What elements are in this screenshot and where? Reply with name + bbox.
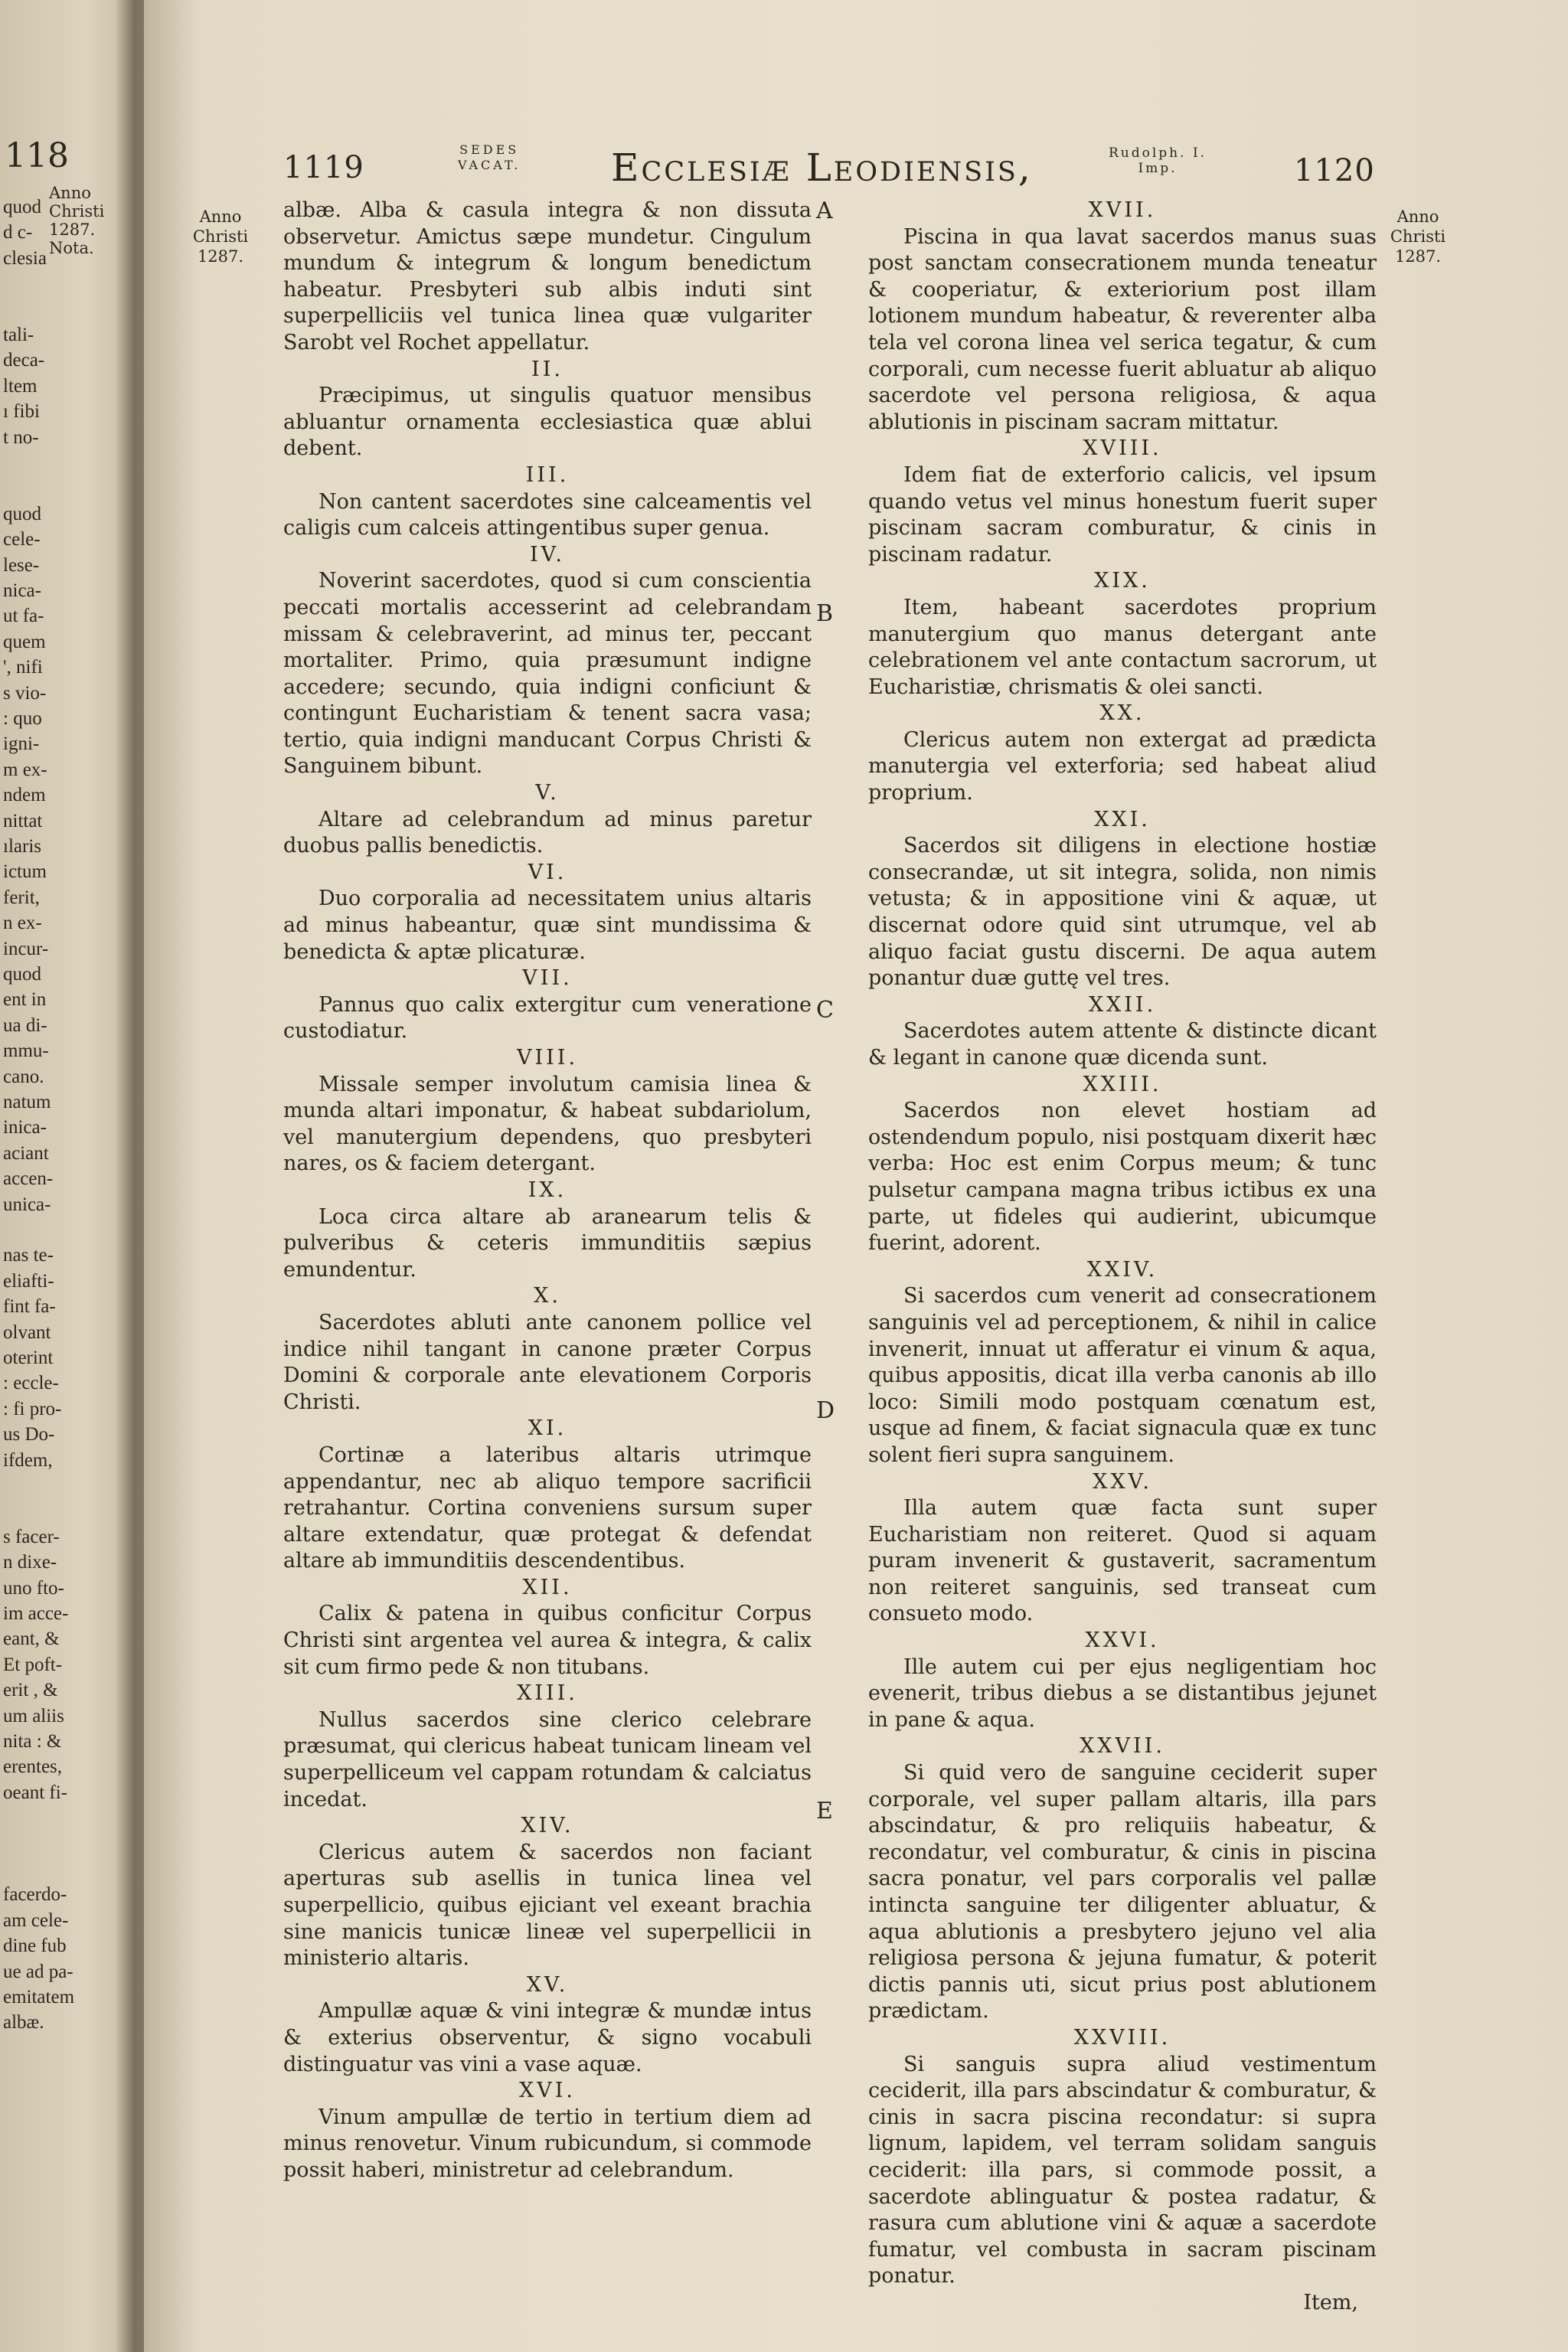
rudolph-line: Rudolph. I. [1109,145,1207,161]
margin-letter: C [816,997,834,1024]
section-number: V. [535,781,560,805]
left-page-fragment: ut fa- [3,606,44,627]
left-page-fragment: aciant [3,1142,49,1164]
left-page-fragment: albæ. [3,2012,44,2034]
left-page-fragment: cano. [3,1066,44,1087]
text-column-right [868,198,1377,2317]
canon-paragraph: albæ. Alba & casula integra & non dissuta observetur. Amictus sæpe mundetur. Cingulum mundum & integrum & longum benedictum habeatur. Presbyteri sub albis induti sint superpelliciis vel tunica linea quæ vulgariter Sarobt vel Rochet appellatur. [283,198,812,354]
canon-paragraph: Sacerdos non elevet hostiam ad ostendendum populo, nisi postquam dixerit hæc verba: Hoc est enim Corpus meum; & tunc pulsetur campana magna tribus ictibus ex una parte, ut fideles qui audierint, ubicumque fuerint, adorent. [868,1099,1377,1256]
page-number-left: 1119 [283,150,364,185]
running-head-emperor [1109,145,1207,176]
margin-christi: Christi [1390,227,1446,246]
section-number: IX. [528,1178,567,1202]
margin-letter: A [816,198,833,224]
section-number: VII. [522,966,573,991]
left-page-fragment: fint fa- [3,1296,56,1318]
left-page-fragment: ferit, [3,887,40,908]
left-page-fragment: : fi pro- [3,1398,62,1419]
canon-paragraph: Vinum ampullæ de tertio in tertium diem ad minus renovetur. Vinum rubicundum, si commode possit haberi, ministretur ad celebrandum. [283,2105,812,2182]
canon-paragraph: Clericus autem non extergat ad prædicta manutergia vel exterforia; sed habeat aliud proprium. [868,727,1377,805]
left-page-fragment: us Do- [3,1424,55,1446]
section-number: VI. [528,860,567,884]
section-number: II. [531,357,564,381]
canon-paragraph: Clericus autem & sacerdos non faciant aperturas sub asellis in tunica linea vel superpellicio, quibus ejiciant vel exeant brachia sine manicis tunicæ lineæ vel superpellicii in ministerio altaris. [283,1840,812,1971]
left-page-fragment: ', nifi [3,657,43,678]
canon-paragraph: Pannus quo calix extergitur cum veneratione custodiatur. [283,992,812,1044]
margin-anno: Anno [199,207,242,226]
canon-paragraph: Ille autem cui per ejus negligentiam hoc evenerit, tribus diebus a se distantibus jejunet in pane & aqua. [868,1655,1377,1732]
left-page-fragment: am cele- [3,1909,69,1931]
canon-paragraph: Altare ad celebrandum ad minus paretur duobus pallis benedictis. [283,807,812,858]
left-page-fragment: s facer- [3,1526,60,1547]
left-page-fragment: ent in [3,989,47,1011]
left-page-fragment: nittat [3,810,43,831]
section-number: XV. [526,1972,569,1997]
left-page-fragment: ue ad pa- [3,1961,74,1982]
section-number: XIX. [1094,569,1151,593]
left-page-fragment: nita : & [3,1731,62,1752]
left-page-fragment: quod [3,197,41,217]
section-number: VIII. [516,1046,579,1070]
left-page-fragment: ndem [3,785,46,806]
margin-letter: E [816,1798,833,1824]
section-number: XII. [522,1575,573,1599]
left-page-fragment: inica- [3,1117,47,1138]
section-number: III. [525,462,570,487]
section-number: XVIII. [1083,436,1162,461]
canon-paragraph: Duo corporalia ad necessitatem unius altaris ad minus habeantur, quæ sint mundissima & benedicta & aptæ plicaturæ. [283,887,812,964]
left-page-fragment: facerdo- [3,1884,67,1906]
left-page-fragment: oeant fi- [3,1782,67,1803]
canon-paragraph: Idem fiat de exterforio calicis, vel ipsum quando vetus vel minus honestum fuerit super piscinam sacram comburatur, & cinis in piscinam radatur. [868,462,1377,567]
margin-letter: D [816,1397,835,1424]
left-page-fragment: nica- [3,580,41,601]
vacat-line: VACAT. [458,158,521,172]
left-page-fragment: tali- [3,325,34,345]
margin-year: 1287. [197,247,244,266]
canon-paragraph: Sacerdos sit diligens in electione hostiæ consecrandæ, ut sit integra, solida, non nimis vetusta; & in appositione vini & aquæ, ut discernat odore quid sint utrumque, vel ab aliquo faciat gustu discerni. De aqua autem ponantur duæ guttę vel tres. [868,834,1377,991]
section-number: XXII. [1088,992,1157,1017]
left-page-fragment: cele- [3,529,41,550]
margin-note-right [1380,207,1456,266]
section-number: XIII. [517,1681,578,1706]
left-page-fragment: quod [3,503,41,524]
canon-paragraph: Ampullæ aquæ & vini integræ & mundæ intus & exterius observentur, & signo vocabuli distinguatur vas vini a vase aquæ. [283,1999,812,2076]
left-page-fragment: ılaris [3,836,41,857]
canon-paragraph: Noverint sacerdotes, quod si cum conscientia peccati mortalis accesserint ad celebrandam missam & celebraverint, ad minus ter, peccant mortaliter. Primo, quia præsumunt indigne accedere; secundo, quia indigni conficiunt & contingunt Eucharistiam & tenent sacra vasa; tertio, quia indigni manducant Corpus Christi & Sanguinem bibunt. [283,569,812,779]
canon-paragraph: Calix & patena in quibus conficitur Corpus Christi sint argentea vel aurea & integra, & calix sit cum firmo pede & non titubans. [283,1602,812,1679]
left-page-fragment: clesia [3,247,47,269]
sedes-line: SEDES [459,142,520,157]
left-page-fragment: Et poft- [3,1654,63,1675]
canon-paragraph: Item, habeant sacerdotes proprium manutergium quo manus detergant ante celebrationem vel ante contactum sacrorum, ut Eucharistiæ, chrismatis & olei sancti. [868,595,1377,699]
left-page-fragment: m ex- [3,759,47,780]
canon-paragraph: Sacerdotes autem attente & distincte dicant & legant in canone quæ dicenda sunt. [868,1019,1377,1070]
section-number: X. [534,1284,561,1308]
left-page-fragment: s vio- [3,682,47,704]
left-page-fragment: ı fibi [3,401,40,423]
section-number: XXVIII. [1073,2025,1171,2050]
left-page-fragment: t no- [3,426,39,448]
section-number: XXIV. [1086,1257,1158,1282]
imp-line: Imp. [1138,161,1178,176]
left-page-fragment: ua di- [3,1014,47,1036]
section-number: XVII. [1088,198,1157,222]
left-page-fragment: ifdem, [3,1449,53,1471]
section-number: XI. [528,1416,567,1441]
page-number-right: 1120 [1294,153,1375,188]
left-page-fragment: n dixe- [3,1552,57,1573]
canon-paragraph: Si quid vero de sanguine ceciderit super corporale, vel super pallam altaris, illa pars abscindatur, & pro reliquiis habeatur, & recondatur, vel comburatur, & cinis in piscina sacra ponatur, vel pars corporalis vel pallæ intincta sanguine ter diligenter abluatur, & aqua ablutionis a presbytero jejuno vel alia religiosa persona & jejuna fumatur, & poterit dictis pannis uti, sicut prius post ablutionem prædictam. [868,1761,1377,2024]
left-page-fragment: lese- [3,554,40,576]
left-page-fragment: ltem [3,375,38,397]
canon-paragraph: Illa autem quæ facta sunt super Eucharistiam non reiteret. Quod si aquam puram invenerit & gustaverit, sacramentum non reiteret sanguinis, sed transeat cum consueto modo. [868,1496,1377,1626]
margin-letter: B [816,600,834,627]
left-page-fragment: ictum [3,861,47,883]
left-page-fragment: im acce- [3,1603,69,1624]
margin-note-left [182,207,259,266]
left-page-fragment: uno fto- [3,1577,64,1599]
canon-paragraph: Missale semper involutum camisia linea & munda altari imponatur, & habeat subdariolum, vel manutergium dependens, quo presbyteri nares, os & faciem detergant. [283,1072,812,1176]
canon-paragraph: Sacerdotes abluti ante canonem pollice vel indice nihil tangant in canone præter Corpus Domini & corporale ante elevationem Corporis Christi. [283,1310,812,1414]
section-number: XXVII. [1080,1734,1165,1759]
margin-christi: Christi [192,227,249,246]
left-page-fragment: olvant [3,1321,51,1343]
left-page-fragment: igni- [3,733,40,755]
canon-paragraph: Si sacerdos cum venerit ad consecrationem sanguinis vel ad perceptionem, & nihil in calice invenerit, innuat ut afferatur ei vinum & aqua, quibus appositis, dicat illa verba canonis ab illo loco: Simili modo postquam cœnatum est, usque ad finem, & faciat signacula quæ ex tunc solent fieri supra sanguinem. [868,1284,1377,1467]
section-number: XVI. [519,2079,576,2103]
margin-year: 1287. [1394,247,1442,266]
running-head-sedes-vacat [458,142,521,173]
canon-paragraph: Loca circa altare ab aranearum telis & pulveribus & ceteris immunditiis sæpius emundentur. [283,1204,812,1282]
text-column-left [283,198,812,2184]
left-page-fragment: deca- [3,350,45,371]
left-page-number: 118 [5,136,69,175]
left-page-fragment: oterint [3,1348,54,1368]
margin-anno: Anno [1396,207,1439,226]
left-page-fragment: mmu- [3,1040,49,1062]
left-page-fragment: : eccle- [3,1373,59,1394]
canon-paragraph: Non cantent sacerdotes sine calceamentis vel caligis cum calceis attingentibus super genua. [283,489,812,541]
left-page-fragment: quem [3,631,46,652]
canon-paragraph: Piscina in qua lavat sacerdos manus suas post sanctam consecrationem munda teneatur & cooperiatur, & exteriorium post illam lotionem mundum habeatur, & reverenter alba tela vel corona linea vel serica tegatur, & cum corporali, cum necesse fuerit abluatur ab aliquo sacerdote vel persona religiosa, & aqua ablutionis in piscinam sacram mittatur. [868,224,1377,434]
catchword: Item, [1303,2290,1358,2314]
left-page-fragment: natum [3,1092,51,1112]
section-number: XX. [1099,701,1145,726]
left-page-fragment: emitatem [3,1987,75,2007]
left-page-margin-note: Anno Christi 1287. Nota. [49,184,105,257]
left-page-fragment: eliafti- [3,1270,54,1292]
left-page-fragment: accen- [3,1168,54,1190]
left-page-fragment: : quo [3,708,42,729]
left-page-fragment: quod [3,964,41,985]
section-number: XXV. [1093,1469,1152,1494]
left-page-fragment: um aliis [3,1705,64,1726]
section-number: XXVI. [1085,1628,1160,1653]
left-page-fragment: dine fub [3,1936,67,1957]
canon-paragraph: Cortinæ a lateribus altaris utrimque appendantur, nec ab aliquo tempore sacrificii retrahantur. Cortina conveniens sursum super altare extendatur, quæ protegat & defendat altare ab immunditiis descendentibus. [283,1442,812,1573]
left-page-fragment: erentes, [3,1756,63,1778]
left-page-fragment: nas te- [3,1245,54,1266]
left-page-fragment: erit , & [3,1680,58,1701]
left-page-fragment: n ex- [3,913,42,934]
canon-paragraph: Si sanguis supra aliud vestimentum ceciderit, illa pars abscindatur & comburatur, & cinis in sacra piscina recondatur: si supra lignum, lapidem, vel terram solidam sanguis ceciderit: illa pars, si commode possit, a sacerdote ablinguatur & postea radatur, & rasura cum ablutione vini & aquæ a sacerdote fumatur, vel combusta in sacram piscinam ponatur. [868,2052,1377,2288]
left-page-fragment: eant, & [3,1628,60,1650]
section-number: XXIII. [1083,1072,1162,1096]
section-number: XXI. [1094,807,1151,831]
left-page-fragment: unica- [3,1194,51,1215]
canon-paragraph: Præcipimus, ut singulis quatuor mensibus abluantur ornamenta ecclesiastica quæ ablui debent. [283,384,812,461]
left-page-fragment: incur- [3,938,49,959]
section-number: XIV. [521,1814,574,1838]
left-page-fragment: d c- [3,222,33,243]
canon-paragraph: Nullus sacerdos sine clerico celebrare præsumat, qui clericus habeat tunicam lineam vel superpelliceum vel cappam rotundam & calciatus incedat. [283,1707,812,1811]
section-number: IV. [529,542,566,567]
running-head-title: Ecclesiæ Leodiensis, [611,145,1033,190]
